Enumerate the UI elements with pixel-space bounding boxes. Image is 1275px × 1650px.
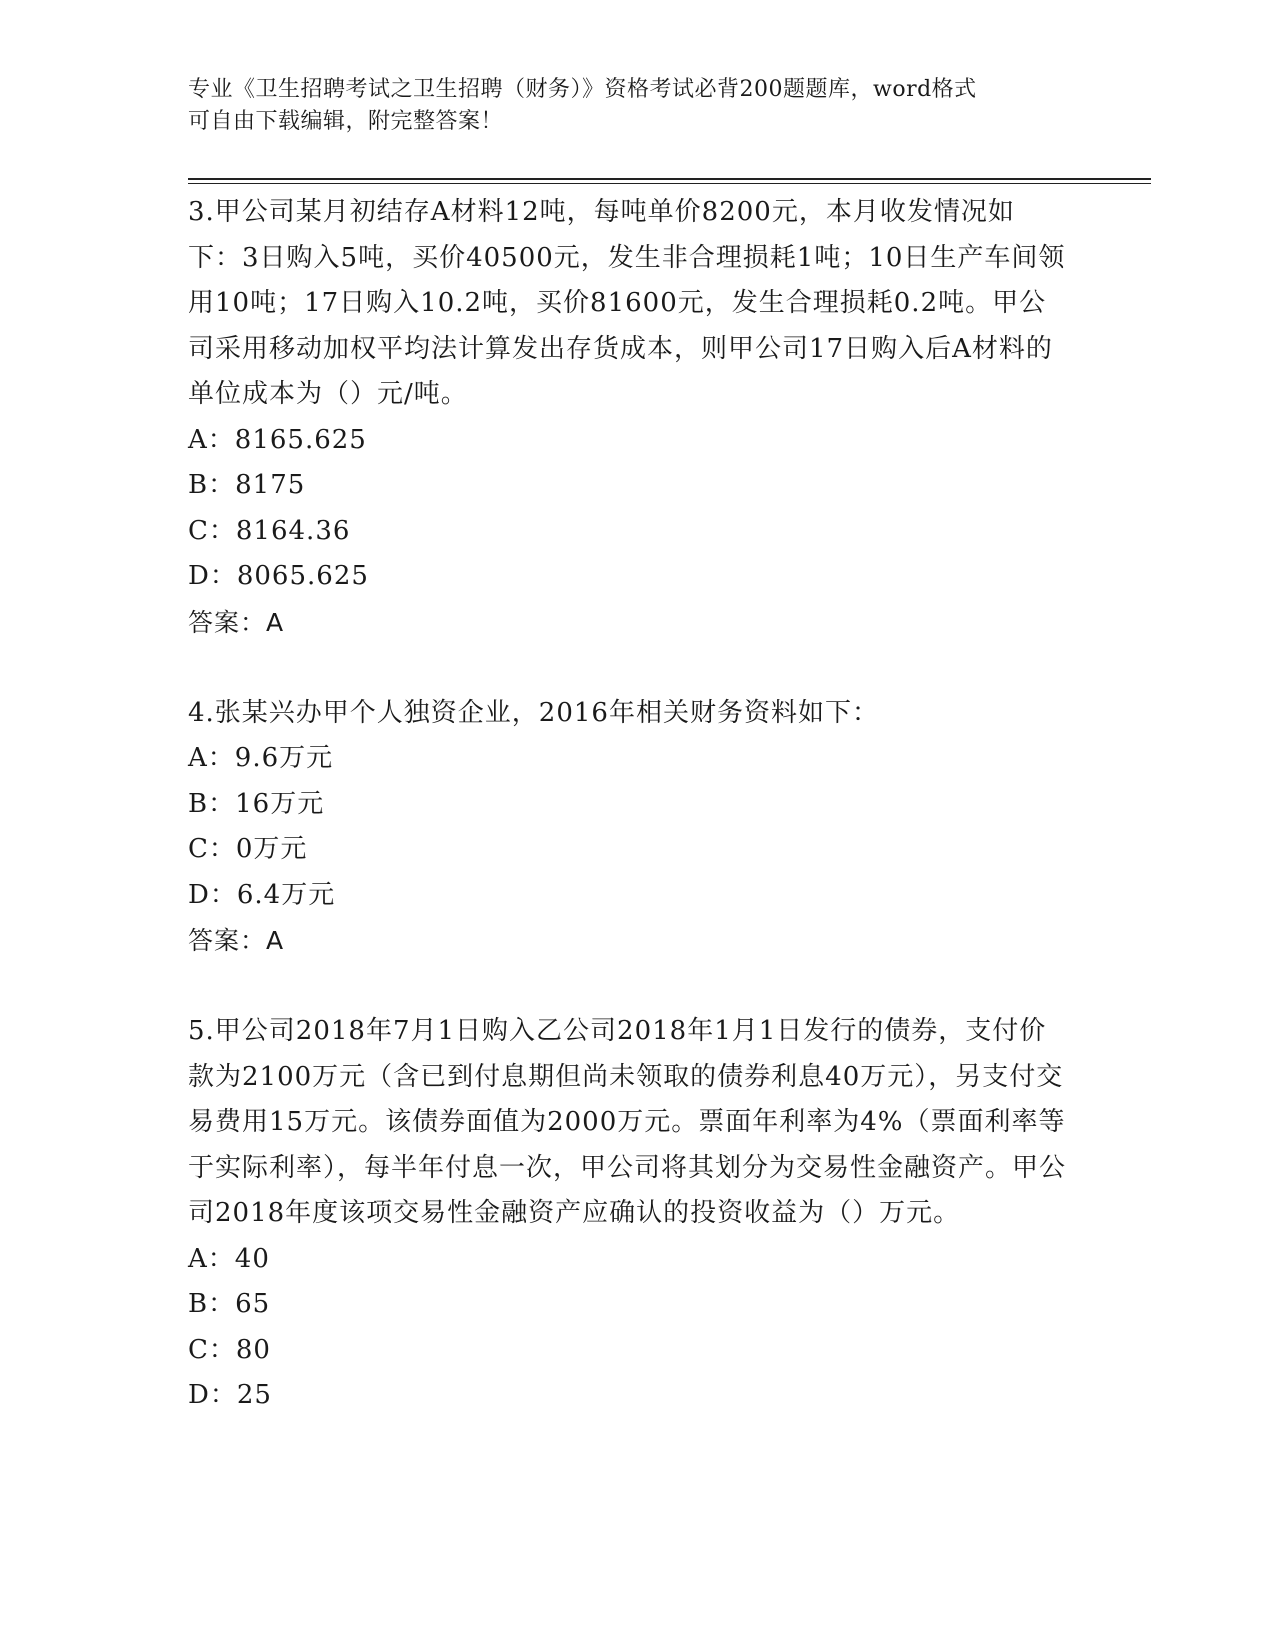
option-d: D：8065.625 [188,561,369,591]
header-divider-thin [188,183,1151,184]
document-header [188,74,1068,138]
option-a: A：9.6万元 [188,743,334,773]
option-a: A：8165.625 [188,424,367,455]
option-c: C：0万元 [188,834,308,864]
option-d: D：25 [188,1380,272,1410]
answer-line: 答案：A [188,926,285,955]
option-d: D：6.4万元 [188,879,336,910]
header-line-1: 专业《卫生招聘考试之卫生招聘（财务）》资格考试必背200题题库，word格式 [188,77,977,102]
question-block [188,190,1068,645]
question-text: 3.甲公司某月初结存A材料12吨，每吨单价8200元，本月收发情况如下：3日购入5吨，买价40500元，发生非合理损耗1吨；10日生产车间领用10吨；17日购入10.2吨，买价81600元，发生合理损耗0.2吨。甲公司采用移动加权平均法计算发出存货成本，则甲公司17日购入后A材料的单位成本为（）元/吨。 [188,197,1066,409]
option-b: B：8175 [188,470,306,500]
option-b: B：65 [188,1289,271,1319]
question-list [188,190,1068,1419]
header-line-2: 可自由下载编辑，附完整答案！ [188,109,504,134]
option-a: A：40 [188,1243,270,1274]
question-block [188,1009,1068,1419]
option-c: C：80 [188,1334,271,1365]
question-text: 4.张某兴办甲个人独资企业，2016年相关财务资料如下： [188,697,879,728]
answer-line: 答案：A [188,607,285,637]
question-text: 5.甲公司2018年7月1日购入乙公司2018年1月1日发行的债券，支付价款为2100万元（含已到付息期但尚未领取的债券利息40万元），另支付交易费用15万元。该债券面值为2000万元。票面年利率为4%（票面利率等于实际利率），每半年付息一次，甲公司将其划分为交易性金融资产。甲公司2018年度该项交易性金融资产应确认的投资收益为（）万元。 [188,1016,1067,1228]
header-divider-thick [188,178,1151,180]
option-b: B：16万元 [188,788,325,819]
option-c: C：8164.36 [188,515,351,546]
question-block [188,691,1068,964]
